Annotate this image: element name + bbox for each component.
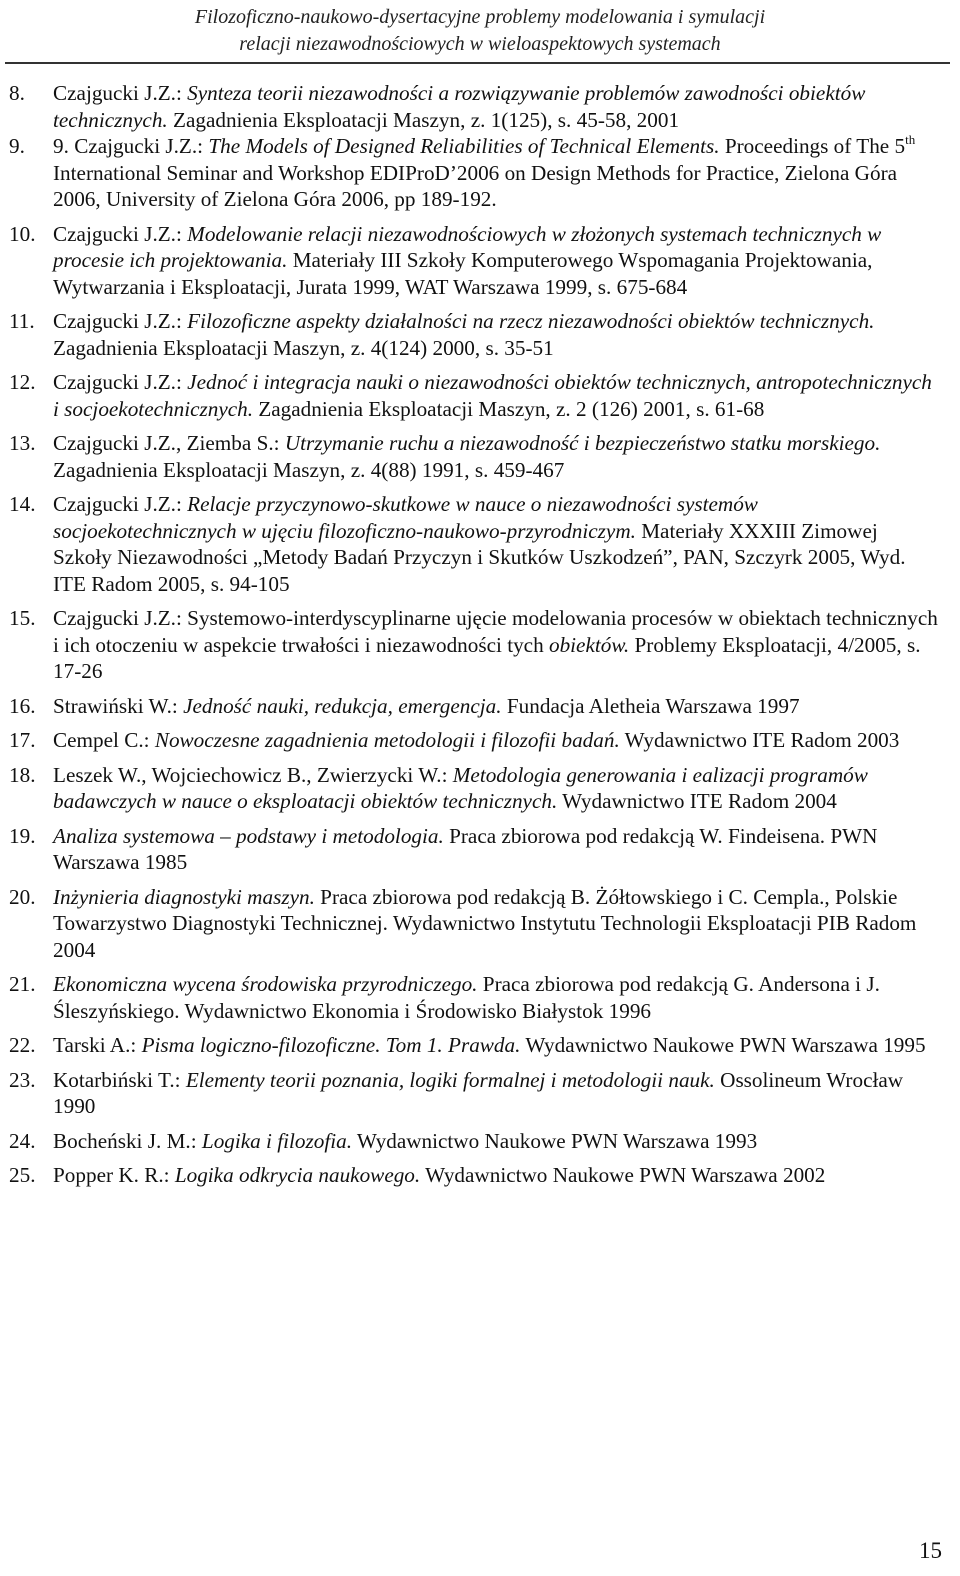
reference-superscript: th: [905, 132, 916, 147]
reference-text: [53, 1032, 939, 1059]
reference-publication: Fundacja Aletheia Warszawa 1997: [501, 693, 800, 718]
reference-number: 19.: [9, 823, 36, 848]
reference-item-19: [9, 823, 939, 876]
reference-item-25: [9, 1162, 939, 1189]
reference-number: 18.: [9, 762, 36, 787]
reference-number: 13.: [9, 431, 36, 455]
reference-item-24: [9, 1128, 939, 1155]
reference-text: [53, 430, 939, 483]
reference-author: Tarski A.:: [53, 1033, 142, 1057]
running-header-line-2: relacji niezawodnościowych w wieloaspektowych systemach: [239, 33, 721, 55]
reference-publication: Problemy Eksploatacji, 4/2005, s. 17-26: [53, 632, 921, 683]
reference-number: 14.: [9, 492, 36, 516]
reference-lead: Systemowo-interdyscyplinarne ujęcie modelowania procesów w obiektach technicznych i ich otoczeniu w aspekcie trwałości i niezawodności tych: [53, 606, 938, 657]
reference-number: 15.: [9, 606, 36, 630]
reference-item-21: [9, 971, 939, 1024]
reference-text: [53, 1067, 939, 1120]
reference-text: [53, 605, 939, 685]
reference-text: [53, 971, 939, 1024]
reference-title: Logika odkrycia naukowego.: [174, 1163, 421, 1187]
reference-publication: Praca zbiorowa pod redakcją G. Andersona i J. Śleszyńskiego. Wydawnictwo Ekonomia i Środowisko Białystok 1996: [53, 972, 880, 1023]
reference-text: [53, 727, 939, 754]
reference-number: 24.: [9, 1128, 36, 1153]
reference-number: 17.: [9, 728, 36, 752]
reference-title: Logika i filozofia.: [201, 1128, 352, 1153]
reference-author: Popper K. R.:: [53, 1163, 175, 1187]
reference-number: 10.: [9, 221, 36, 246]
reference-title: Elementy teorii poznania, logiki formalnej i metodologii nauk.: [185, 1067, 715, 1092]
reference-title: Jednoć i integracja nauki o niezawodności obiektów technicznych, antropotechnicznych i socjoekotechnicznych.: [53, 370, 932, 421]
reference-publication: Zagadnienia Eksploatacji Maszyn, z. 1(125), s. 45-58, 2001: [167, 107, 680, 132]
reference-publication: Wydawnictwo ITE Radom 2004: [557, 789, 837, 813]
reference-number: 8.: [9, 81, 25, 105]
reference-author: Czajgucki J.Z.:: [53, 221, 188, 246]
reference-author: Czajgucki J.Z.:: [53, 309, 188, 333]
reference-title: The Models of Designed Reliabilities of Technical Elements.: [208, 134, 720, 158]
header-rule: [5, 62, 950, 64]
reference-text: [53, 884, 939, 964]
reference-text: [53, 762, 939, 815]
reference-number: 20.: [9, 884, 36, 909]
reference-author: 9. Czajgucki J.Z.:: [53, 134, 209, 158]
reference-item-14: [9, 491, 939, 597]
reference-text: [53, 80, 939, 133]
reference-text: [53, 693, 939, 720]
reference-item-17: [9, 727, 939, 754]
reference-text: [53, 1128, 939, 1155]
reference-item-18: [9, 762, 939, 815]
reference-title: Inżynieria diagnostyki maszyn.: [53, 884, 315, 909]
reference-title: Analiza systemowa – podstawy i metodologia.: [53, 823, 444, 848]
reference-title: Nowoczesne zagadnienia metodologii i filozofii badań.: [154, 728, 620, 752]
reference-number: 16.: [9, 693, 36, 718]
reference-author: Czajgucki J.Z.:: [53, 492, 188, 516]
reference-title: Relacje przyczynowo-skutkowe w nauce o niezawodności systemów socjoekotechnicznych w ujęciu filozoficzno-naukowo-przyrodniczym.: [53, 492, 758, 543]
reference-publication: Praca zbiorowa pod redakcją B. Żółtowskiego i C. Cempla., Polskie Towarzystwo Diagnostyki Technicznej. Wydawnictwo Instytutu Technologii Eksploatacji PIB Radom 2004: [53, 884, 917, 962]
reference-title: Ekonomiczna wycena środowiska przyrodniczego.: [53, 972, 478, 996]
reference-author: Bocheński J. M.:: [53, 1128, 202, 1153]
reference-publication: Wydawnictwo Naukowe PWN Warszawa 2002: [420, 1163, 826, 1187]
reference-publication: Wydawnictwo Naukowe PWN Warszawa 1993: [352, 1128, 758, 1153]
reference-number: 11.: [9, 309, 35, 333]
reference-publication: Zagadnienia Eksploatacji Maszyn, z. 4(88) 1991, s. 459-467: [53, 457, 565, 482]
reference-publication: Materiały III Szkoły Komputerowego Wspomagania Projektowania, Wytwarzania i Eksploatacji, Jurata 1999, WAT Warszawa 1999, s. 675-684: [53, 248, 873, 299]
reference-author: Strawiński W.:: [53, 693, 184, 718]
reference-item-9: [9, 133, 939, 213]
reference-text: [53, 369, 939, 422]
running-header: [0, 4, 960, 58]
reference-publication: Zagadnienia Eksploatacji Maszyn, z. 4(124) 2000, s. 35-51: [53, 335, 554, 360]
reference-publication: Wydawnictwo Naukowe PWN Warszawa 1995: [520, 1033, 926, 1057]
reference-text: [53, 308, 939, 361]
reference-item-20: [9, 884, 939, 964]
page-number: 15: [919, 1538, 942, 1563]
reference-item-13: [9, 430, 939, 483]
reference-list: [9, 80, 939, 1197]
reference-publication: Ossolineum Wrocław 1990: [53, 1067, 904, 1118]
reference-item-23: [9, 1067, 939, 1120]
reference-author: Czajgucki J.Z.:: [53, 81, 188, 105]
reference-title: Filozoficzne aspekty działalności na rzecz niezawodności obiektów technicznych.: [187, 309, 875, 333]
reference-number: 25.: [9, 1163, 36, 1187]
running-header-line-1: Filozoficzno-naukowo-dysertacyjne problemy modelowania i symulacji: [194, 6, 766, 28]
reference-text: [53, 133, 939, 213]
reference-author: Cempel C.:: [53, 728, 155, 752]
reference-title: Jedność nauki, redukcja, emergencja.: [183, 693, 502, 718]
reference-number: 9.: [9, 134, 25, 158]
reference-author: Kotarbiński T.:: [53, 1067, 186, 1092]
reference-item-10: [9, 221, 939, 301]
reference-number: 23.: [9, 1067, 36, 1092]
reference-item-16: [9, 693, 939, 720]
reference-item-22: [9, 1032, 939, 1059]
reference-publication: Proceedings of The 5: [719, 134, 906, 158]
reference-number: 22.: [9, 1033, 36, 1057]
reference-text: [53, 491, 939, 597]
reference-author: Czajgucki J.Z.:: [53, 370, 188, 394]
reference-text: [53, 823, 939, 876]
reference-item-15: [9, 605, 939, 685]
reference-publication: Praca zbiorowa pod redakcją W. Findeisena. PWN Warszawa 1985: [53, 823, 878, 874]
reference-publication: Zagadnienia Eksploatacji Maszyn, z. 2 (126) 2001, s. 61-68: [253, 396, 765, 421]
reference-title: Metodologia generowania i ealizacji programów badawczych w nauce o eksploatacji obiektów technicznych.: [53, 762, 868, 813]
reference-text: [53, 1162, 939, 1189]
reference-title: Modelowanie relacji niezawodnościowych w złożonych systemach technicznych w procesie ich projektowania.: [53, 221, 882, 272]
reference-text: [53, 221, 939, 301]
reference-title: Pisma logiczno-filozoficzne. Tom 1. Prawda.: [141, 1033, 521, 1057]
reference-publication-cont: International Seminar and Workshop EDIProD’2006 on Design Methods for Practice, Zielona Góra 2006, University of Zielona Góra 2006, pp 189-192.: [53, 160, 898, 211]
reference-number: 12.: [9, 370, 36, 394]
reference-publication: Wydawnictwo ITE Radom 2003: [619, 728, 900, 752]
reference-item-11: [9, 308, 939, 361]
reference-publication: Materiały XXXIII Zimowej Szkoły Niezawodności „Metody Badań Przyczyn i Skutków Uszkodzeń”, PAN, Szczyrk 2005, Wyd. ITE Radom 2005, s. 94-105: [53, 518, 906, 596]
reference-title: obiektów.: [548, 632, 630, 657]
reference-item-8: [9, 80, 939, 133]
reference-title: Utrzymanie ruchu a niezawodność i bezpieczeństwo statku morskiego.: [284, 431, 881, 455]
reference-author: Leszek W., Wojciechowicz B., Zwierzycki W.:: [53, 762, 453, 787]
reference-item-12: [9, 369, 939, 422]
reference-title: Synteza teorii niezawodności a rozwiązywanie problemów zawodności obiektów technicznych.: [53, 81, 866, 132]
reference-author: Czajgucki J.Z., Ziemba S.:: [53, 431, 285, 455]
reference-number: 21.: [9, 972, 36, 996]
reference-author: Czajgucki J.Z.:: [53, 606, 188, 630]
